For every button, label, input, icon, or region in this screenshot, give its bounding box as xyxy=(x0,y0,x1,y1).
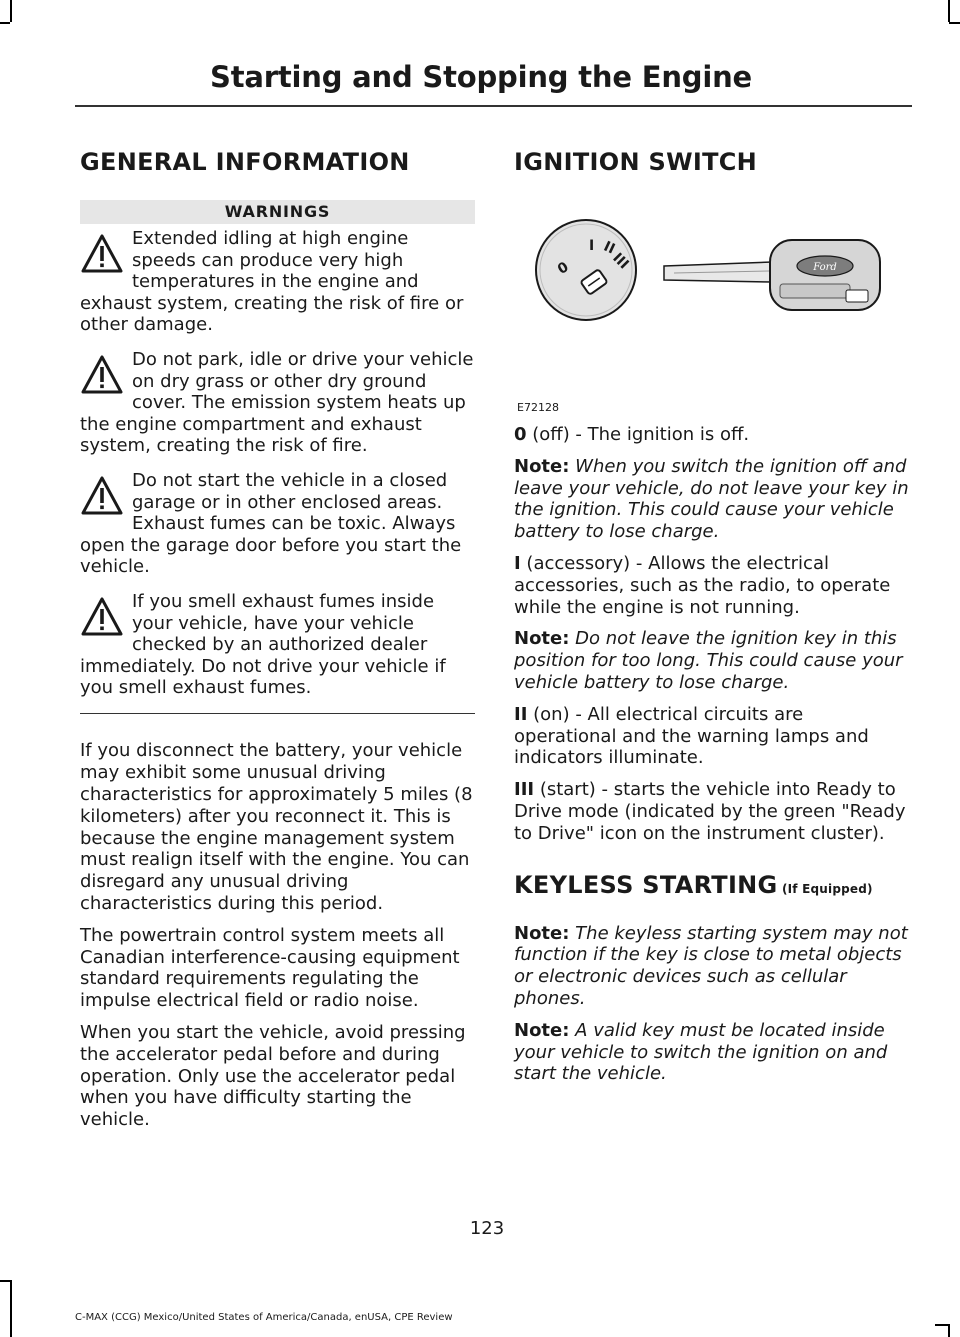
header-rule xyxy=(75,105,912,107)
key-brand-logo: Ford xyxy=(813,262,837,273)
page-number: 123 xyxy=(469,1218,505,1239)
section-heading-general-information: GENERAL INFORMATION xyxy=(80,148,410,176)
ignition-position-0: 0 (off) - The ignition is off. xyxy=(514,424,750,445)
body-paragraph: The powertrain control system meets all Canadian interference-causing equipment standard requirements regulating the impulse electrical field or radio noise. xyxy=(80,924,460,1012)
warning-text: Do not start the vehicle in a closed garage or in other enclosed areas. Exhaust fumes can be toxic. Always open the garage door before you start the vehicle. xyxy=(80,469,462,578)
crop-mark-top-left xyxy=(10,0,12,22)
ignition-position-3: III (start) - starts the vehicle into Ready to Drive mode (indicated by the green "Ready to Drive" icon on the instrument cluster). xyxy=(514,779,906,844)
warnings-end-rule xyxy=(80,713,475,715)
note-paragraph: Note: Do not leave the ignition key in this position for too long. This could cause your vehicle battery to lose charge. xyxy=(514,628,903,693)
warnings-title: WARNINGS xyxy=(80,200,475,224)
warning-text: If you smell exhaust fumes inside your vehicle, have your vehicle checked by an authorized dealer immediately. Do not drive your vehicle if you smell exhaust fumes. xyxy=(80,590,446,699)
ignition-key-figure xyxy=(514,190,909,420)
page-title: Starting and Stopping the Engine xyxy=(210,60,752,94)
note-paragraph: Note: The keyless starting system may not function if the key is close to metal objects or electronic devices such as cellular phones. xyxy=(514,922,908,1009)
crop-mark-bottom-right xyxy=(948,1324,950,1337)
ignition-position-2: II (on) - All electrical circuits are operational and the warning lamps and indicators illuminate. xyxy=(514,703,869,769)
position-label-0: 0 xyxy=(555,259,572,278)
footer-doc-info: C-MAX (CCG) Mexico/United States of America/Canada, enUSA, CPE Review xyxy=(75,1312,453,1323)
section-heading-keyless-starting: KEYLESS STARTING (If Equipped) xyxy=(514,870,873,899)
left-column xyxy=(80,140,475,1141)
crop-mark-bottom-left-h xyxy=(0,1280,10,1282)
crop-mark-bottom-left xyxy=(10,1280,12,1337)
warning-text: Do not park, idle or drive your vehicle on dry grass or other dry ground cover. The emission system heats up the engine compartment and exhaust system, creating the risk of fire. xyxy=(80,348,474,457)
right-column xyxy=(514,140,909,1095)
position-label-2: II xyxy=(601,238,618,258)
warning-triangle-icon xyxy=(80,474,130,520)
body-paragraph: If you disconnect the battery, your vehicle may exhibit some unusual driving characteristics for approximately 5 miles (8 kilometers) after you reconnect it. This is because the engine management system must realign itself with the engine. You can disregard any unusual driving characteristics during this period. xyxy=(80,740,473,914)
crop-mark-bottom-right-h xyxy=(935,1324,949,1326)
crop-mark-top-right-h xyxy=(949,22,960,24)
warning-triangle-icon xyxy=(80,232,130,278)
ignition-switch-illustration xyxy=(514,190,909,420)
note-paragraph: Note: When you switch the ignition off and leave your vehicle, do not leave your key in the ignition. This could cause your vehicle battery to lose charge. xyxy=(514,455,909,543)
warning-item xyxy=(80,470,475,578)
if-equipped-suffix: (If Equipped) xyxy=(777,881,873,896)
warning-text: Extended idling at high engine speeds can produce very high temperatures in the engine and exhaust system, creating the risk of fire or other damage. xyxy=(80,228,464,336)
crop-mark-top-left-h xyxy=(0,22,10,24)
body-paragraph: When you start the vehicle, avoid pressing the accelerator pedal before and during operation. Only use the accelerator pedal when you have difficulty starting the vehicle. xyxy=(80,1021,466,1131)
position-label-3: III xyxy=(609,250,632,273)
ignition-position-1: I (accessory) - Allows the electrical accessories, such as the radio, to operate while the engine is not running. xyxy=(514,552,891,618)
crop-mark-top-right xyxy=(948,0,950,22)
note-paragraph: Note: A valid key must be located inside your vehicle to switch the ignition on and start the vehicle. xyxy=(514,1019,888,1085)
warning-triangle-icon xyxy=(80,353,130,399)
warning-triangle-icon xyxy=(80,595,130,641)
warning-item xyxy=(80,228,475,336)
warning-item xyxy=(80,591,475,699)
warning-item xyxy=(80,349,475,457)
figure-code: E72128 xyxy=(517,401,559,414)
position-label-1: I xyxy=(589,238,595,254)
section-heading-ignition-switch: IGNITION SWITCH xyxy=(514,148,758,176)
